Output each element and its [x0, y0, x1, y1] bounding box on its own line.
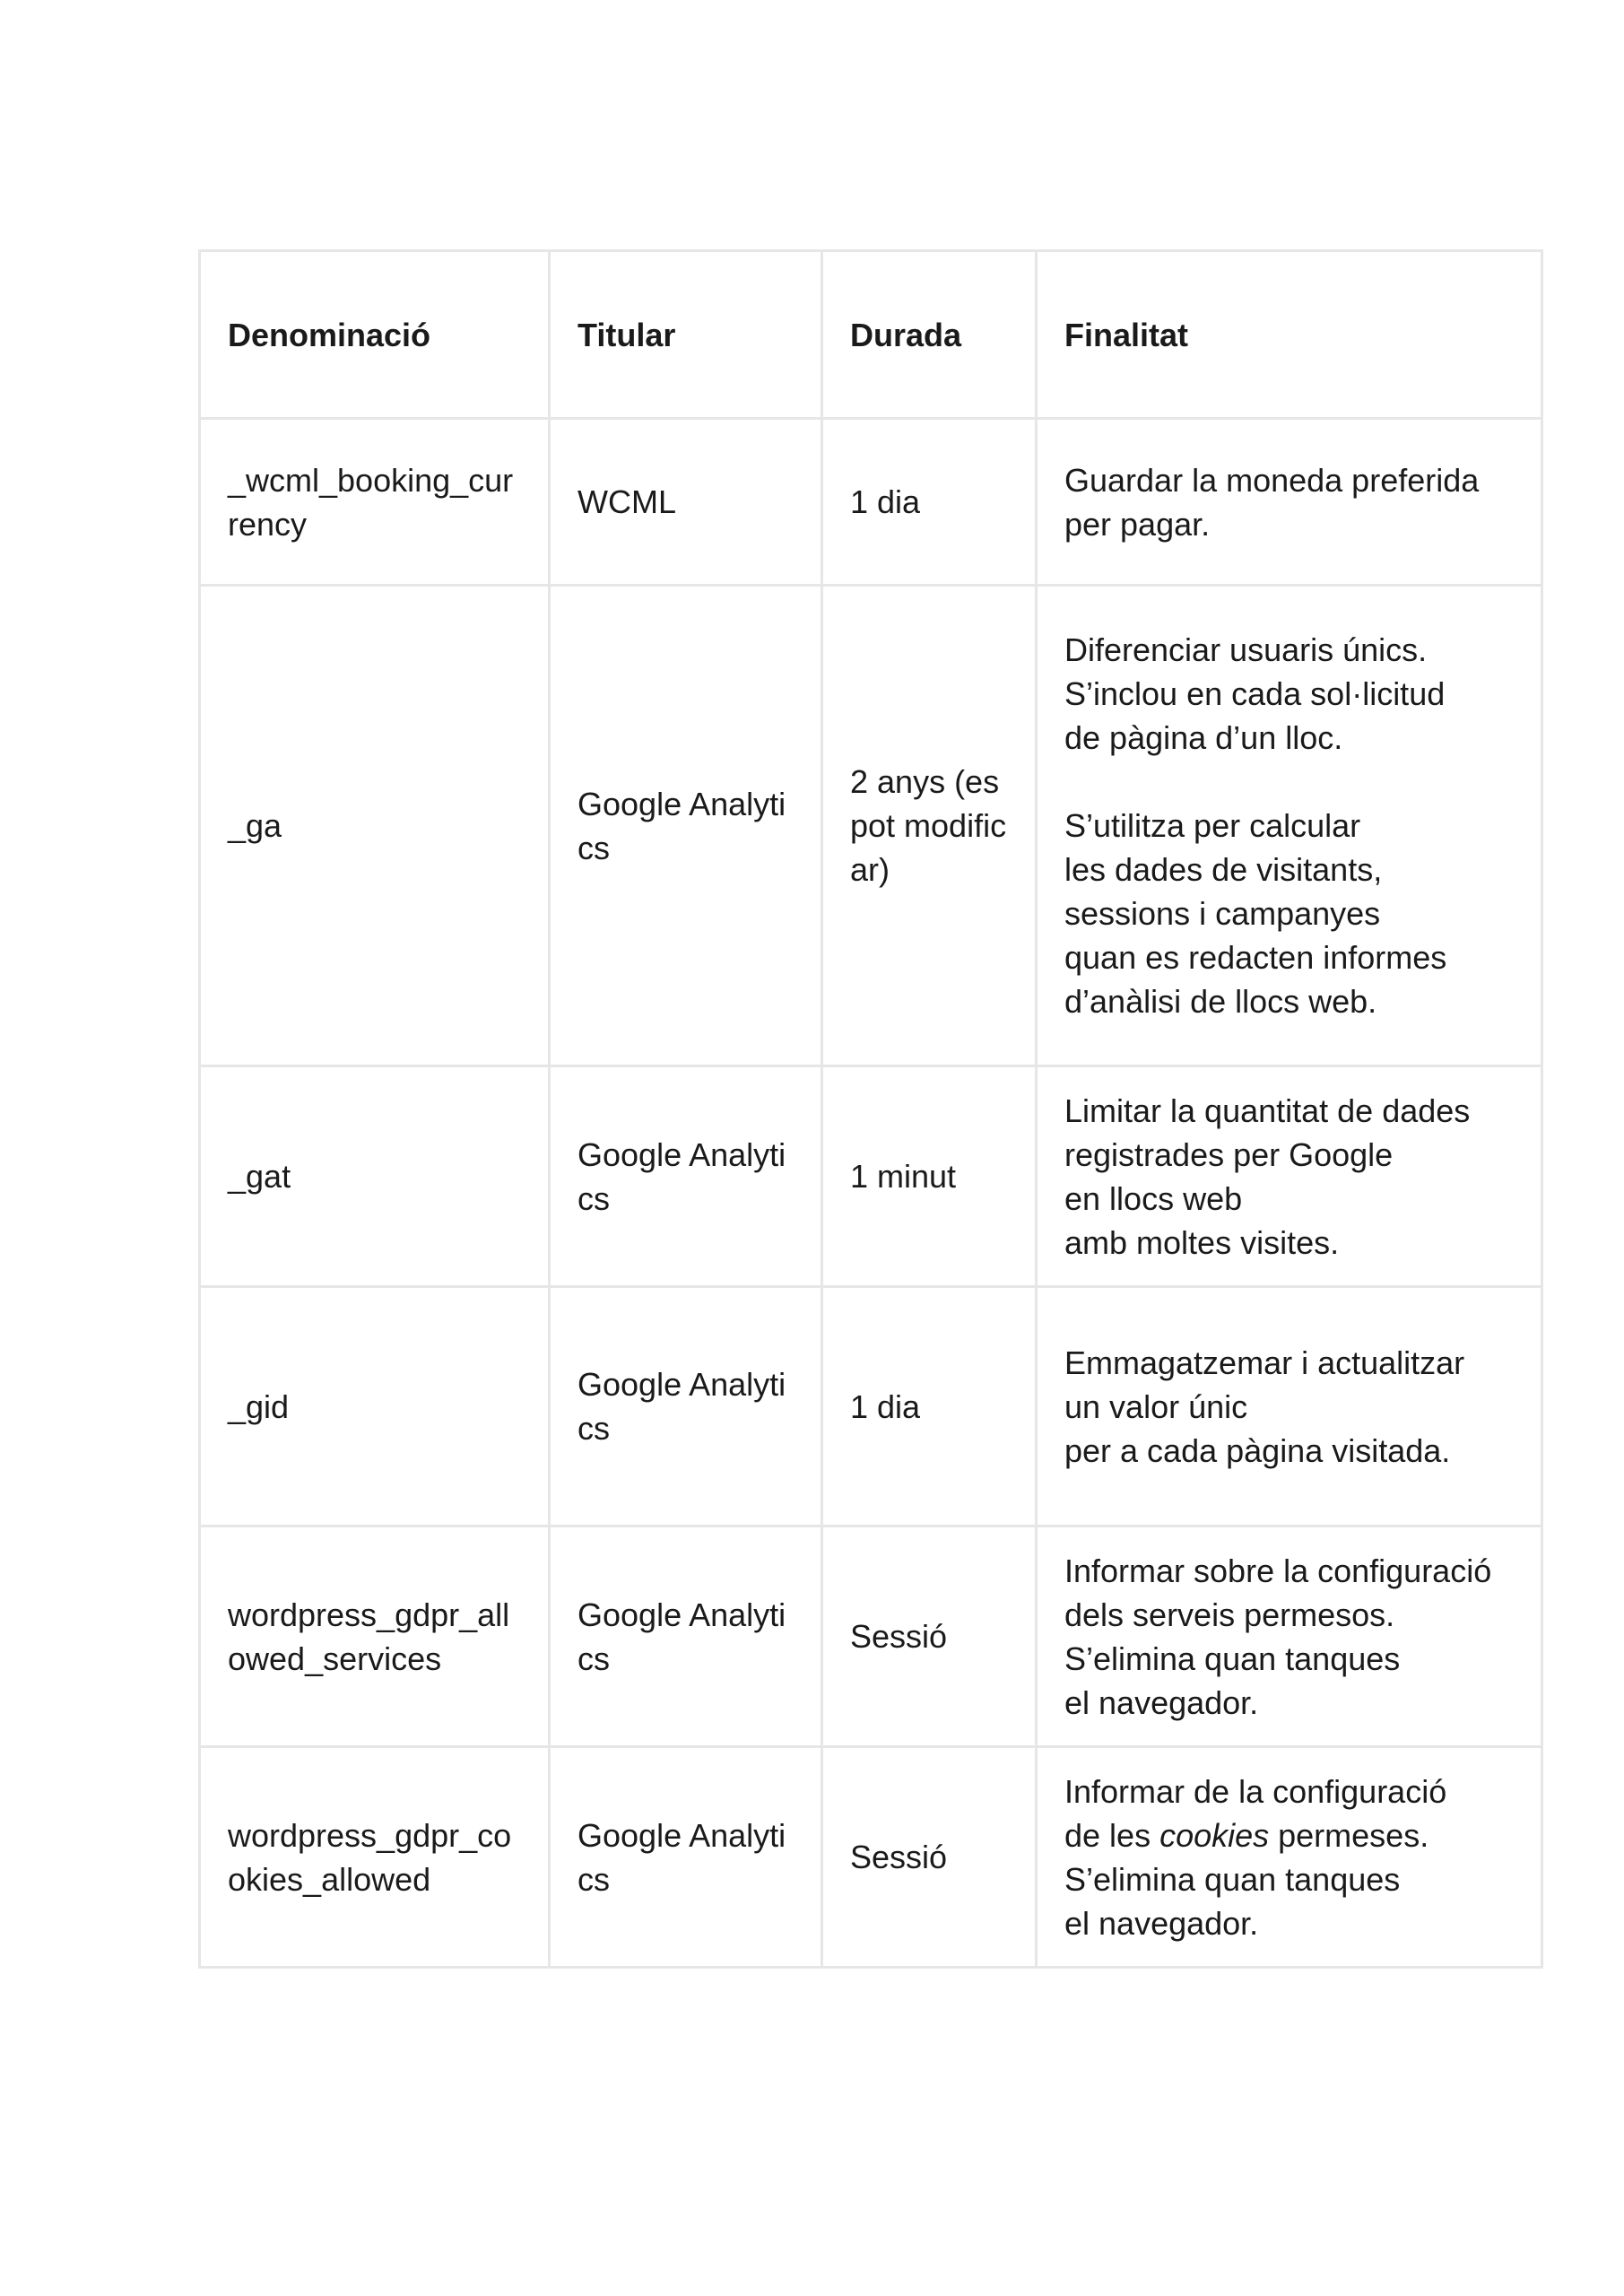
- purpose-line: [1064, 1813, 1523, 1857]
- cookie-name: wordpress_gdpr_cookies_allowed: [200, 1747, 550, 1968]
- table-row: [200, 1747, 1542, 1968]
- cookie-holder: WCML: [550, 419, 822, 586]
- purpose-line: per a cada pàgina visitada.: [1064, 1431, 1451, 1469]
- cookie-duration: 1 minut: [822, 1066, 1037, 1287]
- purpose-line: per pagar.: [1064, 505, 1211, 543]
- table-row: [200, 586, 1542, 1066]
- cookie-purpose: [1037, 1747, 1542, 1968]
- cookie-name: _ga: [200, 586, 550, 1066]
- table-row: [200, 1287, 1542, 1526]
- cookie-duration: 2 anys (es pot modificar): [822, 586, 1037, 1066]
- purpose-line: S’inclou en cada sol·licitud: [1064, 675, 1446, 712]
- table-row: [200, 1526, 1542, 1747]
- cookie-purpose: [1037, 1066, 1542, 1287]
- cookie-holder: Google Analytics: [550, 1747, 822, 1968]
- purpose-line: quan es redacten informes: [1064, 939, 1447, 976]
- cookie-duration: 1 dia: [822, 1287, 1037, 1526]
- purpose-line: un valor únic: [1064, 1387, 1248, 1425]
- header-purpose: Finalitat: [1037, 251, 1542, 419]
- purpose-line: Informar de la configuració: [1064, 1772, 1447, 1810]
- purpose-line: dels serveis permesos.: [1064, 1596, 1395, 1633]
- purpose-paragraph: [1064, 628, 1523, 760]
- purpose-line: sessions i campanyes: [1064, 895, 1381, 932]
- header-name: Denominació: [200, 251, 550, 419]
- cookie-holder: Google Analytics: [550, 1526, 822, 1747]
- cookie-name: _gid: [200, 1287, 550, 1526]
- header-holder: Titular: [550, 251, 822, 419]
- table-header-row: [200, 251, 1542, 419]
- purpose-line: les dades de visitants,: [1064, 851, 1383, 888]
- purpose-line: S’elimina quan tanques: [1064, 1639, 1401, 1677]
- purpose-line: el navegador.: [1064, 1683, 1259, 1721]
- table-row: [200, 419, 1542, 586]
- purpose-line: Limitar la quantitat de dades: [1064, 1091, 1471, 1129]
- purpose-paragraph: [1064, 804, 1523, 1023]
- purpose-line: Diferenciar usuaris únics.: [1064, 631, 1428, 668]
- cookie-duration: 1 dia: [822, 419, 1037, 586]
- cookie-purpose: [1037, 586, 1542, 1066]
- purpose-line: S’utilitza per calcular: [1064, 807, 1361, 844]
- purpose-line: el navegador.: [1064, 1904, 1259, 1942]
- purpose-line: Informar sobre la configuració: [1064, 1552, 1492, 1589]
- cookie-purpose: [1037, 419, 1542, 586]
- purpose-text: de les: [1064, 1816, 1160, 1854]
- cookie-name: _wcml_booking_currency: [200, 419, 550, 586]
- cookie-holder: Google Analytics: [550, 1287, 822, 1526]
- table-row: [200, 1066, 1542, 1287]
- purpose-line: d’anàlisi de llocs web.: [1064, 983, 1377, 1020]
- purpose-line: en llocs web: [1064, 1179, 1243, 1217]
- purpose-line: amb moltes visites.: [1064, 1223, 1340, 1261]
- purpose-line: Guardar la moneda preferida: [1064, 461, 1480, 499]
- purpose-line: S’elimina quan tanques: [1064, 1860, 1401, 1898]
- purpose-text: permeses.: [1269, 1816, 1429, 1854]
- purpose-emphasis: cookies: [1159, 1816, 1270, 1854]
- cookie-duration: Sessió: [822, 1747, 1037, 1968]
- cookies-table: [198, 249, 1543, 1969]
- cookie-name: _gat: [200, 1066, 550, 1287]
- cookie-name: wordpress_gdpr_allowed_services: [200, 1526, 550, 1747]
- cookie-duration: Sessió: [822, 1526, 1037, 1747]
- cookie-holder: Google Analytics: [550, 1066, 822, 1287]
- cookie-holder: Google Analytics: [550, 586, 822, 1066]
- cookie-purpose: [1037, 1526, 1542, 1747]
- purpose-line: Emmagatzemar i actualitzar: [1064, 1344, 1465, 1381]
- header-duration: Durada: [822, 251, 1037, 419]
- purpose-line: de pàgina d’un lloc.: [1064, 719, 1343, 756]
- cookie-purpose: [1037, 1287, 1542, 1526]
- purpose-line: registrades per Google: [1064, 1135, 1394, 1173]
